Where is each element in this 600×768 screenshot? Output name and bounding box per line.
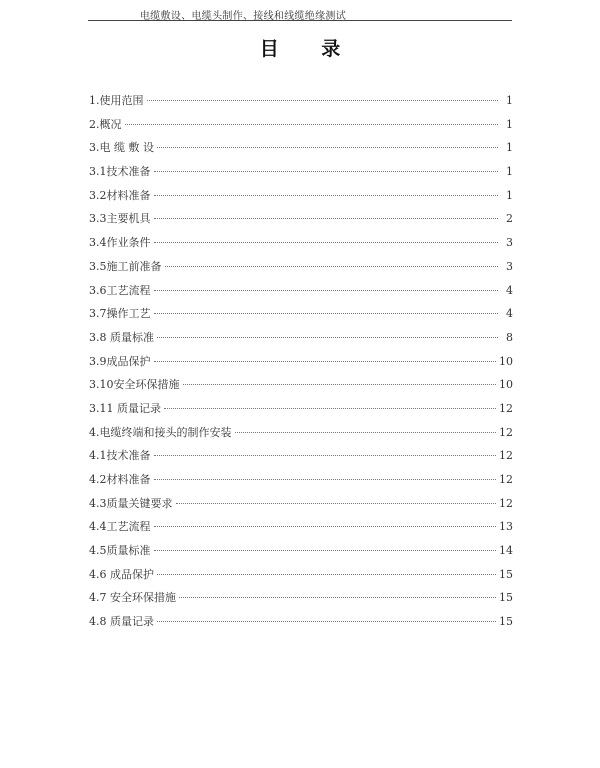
toc-entry-label: 1.使用范围 bbox=[89, 94, 144, 107]
toc-entry-page-number: 12 bbox=[499, 496, 513, 510]
toc-entry-page-number: 15 bbox=[499, 591, 513, 605]
toc-leader-dots bbox=[176, 502, 497, 504]
toc-entry[interactable] bbox=[89, 353, 513, 377]
toc-entry-page-number: 3 bbox=[506, 236, 513, 250]
toc-entry[interactable] bbox=[89, 424, 513, 448]
toc-entry[interactable] bbox=[89, 471, 513, 495]
toc-leader-dots bbox=[157, 336, 498, 338]
toc-entry-page-number: 15 bbox=[499, 615, 513, 629]
header-rule bbox=[88, 20, 512, 21]
toc-entry-label: 3.4作业条件 bbox=[89, 236, 151, 250]
toc-leader-dots bbox=[154, 194, 499, 196]
toc-leader-dots bbox=[154, 170, 499, 172]
toc-entry-page-number: 14 bbox=[499, 544, 513, 558]
toc-entry-label: 4.7 安全环保措施 bbox=[89, 591, 176, 605]
toc-entry-label: 4.6 成品保护 bbox=[89, 567, 154, 581]
toc-leader-dots bbox=[183, 383, 497, 385]
toc-entry-page-number: 15 bbox=[499, 567, 513, 581]
toc-entry-page-number: 1 bbox=[506, 94, 513, 107]
toc-entry[interactable] bbox=[89, 518, 513, 542]
toc-entry[interactable] bbox=[89, 187, 513, 211]
toc-entry-label: 3.3主要机具 bbox=[89, 212, 151, 226]
toc-leader-dots bbox=[157, 573, 496, 575]
toc-entry-label: 4.3质量关键要求 bbox=[89, 496, 173, 510]
toc-leader-dots bbox=[154, 478, 497, 480]
toc-leader-dots bbox=[157, 620, 496, 622]
toc-entry-page-number: 1 bbox=[506, 165, 513, 179]
page-header: 电缆敷设、电缆头制作、接线和线缆绝缘测试 bbox=[140, 11, 346, 22]
toc-entry[interactable] bbox=[89, 589, 513, 613]
toc-entry-label: 4.2材料准备 bbox=[89, 473, 151, 486]
toc-entry-label: 3.电 缆 敷 设 bbox=[89, 141, 154, 155]
toc-leader-dots bbox=[154, 312, 499, 314]
toc-entry-label: 3.10安全环保措施 bbox=[89, 378, 180, 392]
toc-entry[interactable] bbox=[89, 92, 513, 116]
toc-entry[interactable] bbox=[89, 542, 513, 566]
toc-entry[interactable] bbox=[89, 376, 513, 400]
toc-entry-page-number: 12 bbox=[499, 473, 513, 486]
toc-entry-page-number: 1 bbox=[506, 141, 513, 155]
page-title: 目 录 bbox=[259, 38, 359, 60]
toc-entry-page-number: 12 bbox=[499, 401, 513, 415]
toc-entry[interactable] bbox=[89, 163, 513, 187]
toc-entry-page-number: 12 bbox=[499, 425, 513, 439]
toc-entry-label: 4.8 质量记录 bbox=[89, 615, 154, 629]
toc-entry-label: 3.8 质量标准 bbox=[89, 330, 154, 344]
toc-entry[interactable] bbox=[89, 116, 513, 140]
toc-entry-page-number: 1 bbox=[506, 188, 513, 202]
toc-entry-label: 3.11 质量记录 bbox=[89, 401, 161, 415]
toc-leader-dots bbox=[154, 217, 499, 219]
toc-entry[interactable] bbox=[89, 447, 513, 471]
toc-leader-dots bbox=[154, 289, 499, 291]
toc-leader-dots bbox=[154, 360, 497, 362]
toc-leader-dots bbox=[154, 454, 497, 456]
toc-entry-page-number: 4 bbox=[506, 283, 513, 297]
toc-entry-page-number: 8 bbox=[506, 330, 513, 344]
toc-entry[interactable] bbox=[89, 566, 513, 590]
toc-entry-label: 3.6工艺流程 bbox=[89, 283, 151, 297]
toc-entry[interactable] bbox=[89, 234, 513, 258]
toc-entry[interactable] bbox=[89, 613, 513, 637]
toc-entry[interactable] bbox=[89, 210, 513, 234]
toc-entry-label: 3.1技术准备 bbox=[89, 165, 151, 179]
toc-entry-page-number: 1 bbox=[506, 117, 513, 131]
toc-leader-dots bbox=[154, 241, 499, 243]
toc-entry-page-number: 13 bbox=[499, 520, 513, 534]
toc-leader-dots bbox=[157, 146, 498, 148]
toc-entry-page-number: 2 bbox=[506, 212, 513, 226]
toc-entry-page-number: 4 bbox=[506, 307, 513, 321]
toc-entry-label: 4.5质量标准 bbox=[89, 544, 151, 558]
toc-entry-label: 4.电缆终端和接头的制作安装 bbox=[89, 425, 232, 439]
toc-entry-page-number: 10 bbox=[499, 378, 513, 392]
toc-leader-dots bbox=[164, 407, 496, 409]
toc-leader-dots bbox=[235, 431, 497, 433]
table-of-contents bbox=[89, 92, 513, 637]
toc-leader-dots bbox=[125, 123, 499, 125]
toc-entry[interactable] bbox=[89, 305, 513, 329]
toc-entry[interactable] bbox=[89, 139, 513, 163]
toc-entry[interactable] bbox=[89, 329, 513, 353]
toc-entry-page-number: 12 bbox=[499, 449, 513, 463]
toc-leader-dots bbox=[165, 265, 499, 267]
toc-entry-label: 4.1技术准备 bbox=[89, 449, 151, 463]
toc-entry-page-number: 3 bbox=[506, 259, 513, 273]
toc-entry[interactable] bbox=[89, 495, 513, 519]
toc-entry[interactable] bbox=[89, 258, 513, 282]
toc-entry-label: 4.4工艺流程 bbox=[89, 520, 151, 534]
toc-entry[interactable] bbox=[89, 400, 513, 424]
toc-entry[interactable] bbox=[89, 282, 513, 306]
toc-leader-dots bbox=[154, 525, 497, 527]
toc-entry-label: 3.7操作工艺 bbox=[89, 307, 151, 321]
toc-entry-label: 3.2材料准备 bbox=[89, 188, 151, 202]
toc-leader-dots bbox=[147, 99, 499, 101]
toc-entry-label: 3.5施工前准备 bbox=[89, 259, 162, 273]
toc-entry-page-number: 10 bbox=[499, 354, 513, 368]
toc-entry-label: 2.概况 bbox=[89, 117, 122, 131]
toc-leader-dots bbox=[179, 596, 496, 598]
toc-leader-dots bbox=[154, 549, 497, 551]
toc-entry-label: 3.9成品保护 bbox=[89, 354, 151, 368]
